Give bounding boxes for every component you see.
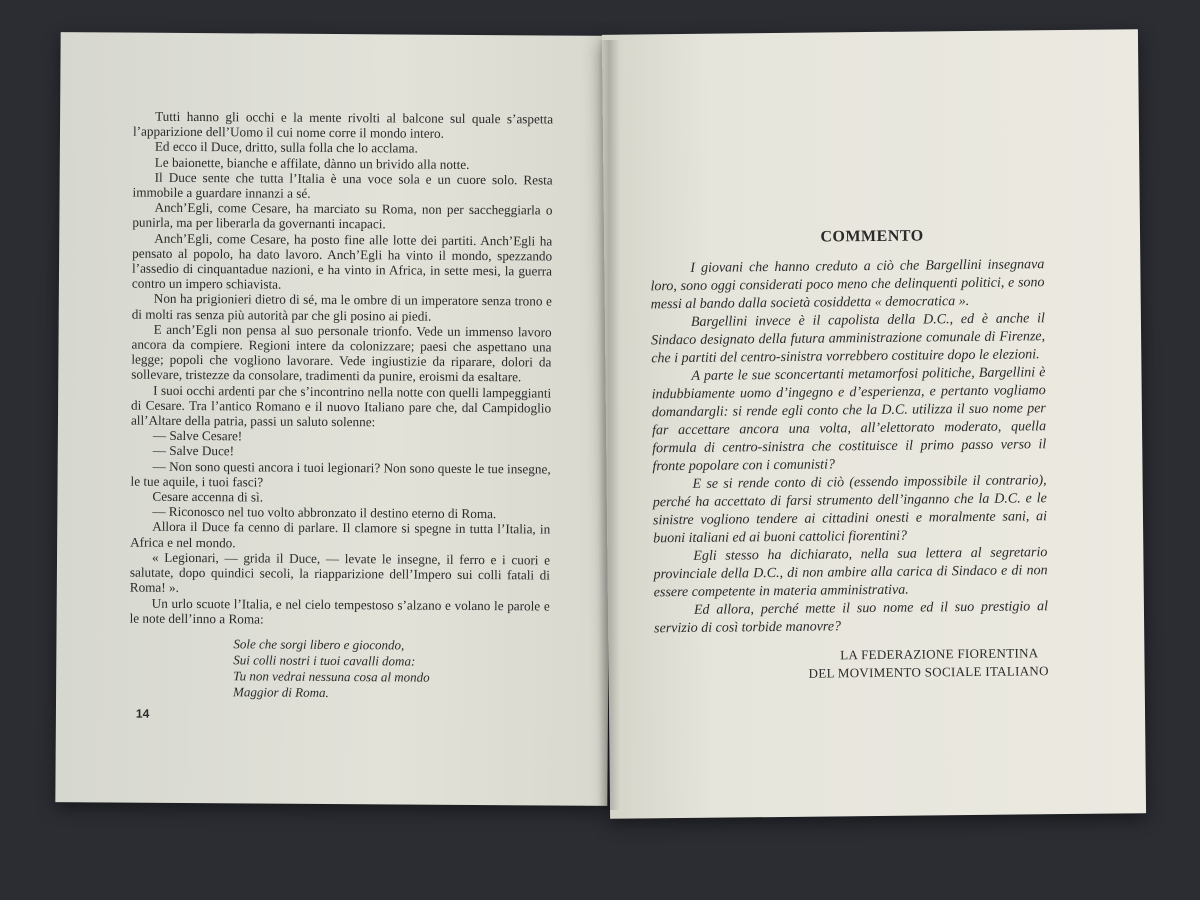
- right-page-body: [650, 256, 1048, 638]
- poem-line: Sui colli nostri i tuoi cavalli doma:: [233, 652, 416, 669]
- signature-block: [808, 644, 1049, 682]
- paragraph: — Salve Cesare!: [152, 428, 243, 444]
- left-page: [55, 32, 612, 806]
- paragraph: Ed ecco il Duce, dritto, sulla folla che lo acclama.: [154, 139, 418, 156]
- paragraph: Le baionette, bianche e affilate, dànno un brivido alla notte.: [154, 154, 470, 172]
- paragraph: — Riconosco nel tuo volto abbronzato il destino eterno di Roma.: [152, 504, 497, 522]
- paragraph: Tutti hanno gli occhi e la mente rivolti al balcone sul quale s’aspetta l’apparizione dell’Uomo il cui nome corre il mondo intero.: [132, 108, 554, 141]
- paragraph: E anch’Egli non pensa al suo personale trionfo. Vede un immenso lavoro ancora da compiere. Regioni intere da colonizzare; paesi che aspettano una legge; popoli che vogliono lavorare. Vede ingiustizie da riparare, dolori da sollevare, tristezze da consolare, tradimenti da punire, eroismi da esaltare.: [131, 321, 552, 385]
- paragraph: — Salve Duce!: [152, 443, 235, 459]
- paragraph: A parte le sue sconcertanti metamorfosi politiche, Bargellini è indubbiamente uomo d’ingegno e d’esperienza, e pertanto vogliamo domandargli: si rende egli conto che la D.C. utilizza il suo nome per far accettare ancora una volta, all’elettorato moderato, quella formula di centro-sinistra che costituisce il primo passo verso il fronte popolare con i comunisti?: [651, 365, 1047, 475]
- paragraph: Allora il Duce fa cenno di parlare. Il clamore si spegne in tutta l’Italia, in Africa e nel mondo.: [130, 519, 551, 551]
- right-page: [602, 29, 1146, 819]
- poem-line: Maggior di Roma.: [233, 684, 329, 700]
- paragraph: Anch’Egli, come Cesare, ha posto fine alle lotte dei partiti. Anch’Egli ha pensato al popolo, ha dato lavoro. Anch’Egli ha vinto il mondo, spezzando l’assedio di cinquantadue nazioni, e ha vinto in Africa, in sette mesi, la guerra contro un impero schiavista.: [131, 230, 553, 292]
- paragraph: — Non sono questi ancora i tuoi legionari? Non sono queste le tue insegne, le tue aquile, i tuoi fasci?: [130, 458, 551, 490]
- poem-line: Sole che sorgi libero e giocondo,: [233, 636, 405, 653]
- paragraph: Bargellini invece è il capolista della D.C., ed è anche il Sindaco designato della futura amministrazione comunale di Firenze, che i partiti del centro-sinistra vorrebbero costituire dopo le elezioni.: [651, 311, 1046, 367]
- left-page-body: [129, 109, 553, 703]
- paragraph: I giovani che hanno creduto a ciò che Bargellini insegnava loro, sono oggi considerati poco meno che delinquenti politici, e sono messi al bando dalla società cosiddetta « democratica ».: [650, 257, 1045, 313]
- paragraph: « Legionari, — grida il Duce, — levate le insegne, il ferro e i cuori e salutate, dopo quindici secoli, la riapparizione dell’Impero sui colli fatali di Roma! ».: [129, 549, 551, 596]
- paragraph: Anch’Egli, come Cesare, ha marciato su Roma, non per saccheggiarla o punirla, ma per liberarla da governanti incapaci.: [132, 199, 553, 232]
- paragraph: Ed allora, perché mette il suo nome ed il suo prestigio al servizio di così torbide manovre?: [654, 599, 1049, 637]
- section-title: COMMENTO: [820, 227, 924, 246]
- paragraph: Egli stesso ha dichiarato, nella sua lettera al segretario provinciale della D.C., di non ambire alla carica di Sindaco e di non essere competente in materia amministrativa.: [653, 545, 1048, 601]
- paragraph: I suoi occhi ardenti par che s’incontrino nella notte con quelli lampeggianti di Cesare. Tra l’antico Romano e il nuovo Italiano pare che, dal Campidoglio all’Altare della patria, passi un saluto solenne:: [130, 382, 552, 430]
- paragraph: E se si rende conto di ciò (essendo impossibile il contrario), perché ha accettato di farsi strumento dell’inganno che la D.C. e le sinistre vogliono tendere ai cittadini onesti e moralmente sani, ai buoni italiani ed ai buoni cattolici fiorentini?: [652, 473, 1048, 547]
- paragraph: Non ha prigionieri dietro di sé, ma le ombre di un imperatore senza trono e di molti ras senza più autorità par che gli posino ai piedi.: [131, 291, 552, 324]
- paragraph: Un urlo scuote l’Italia, e nel cielo tempestoso s’alzano e volano le parole e le note dell’inno a Roma:: [129, 595, 550, 627]
- signature-line: DEL MOVIMENTO SOCIALE ITALIANO: [808, 663, 1049, 681]
- page-number: 14: [135, 706, 150, 721]
- book-gutter: [598, 40, 620, 810]
- signature-line: LA FEDERAZIONE FIORENTINA: [840, 645, 1039, 663]
- poem-verse: [233, 636, 549, 702]
- paragraph: Il Duce sente che tutta l’Italia è una voce sola e un cuore solo. Resta immobile a guardare innanzi a sé.: [132, 169, 553, 201]
- paragraph: Cesare accenna di sì.: [152, 488, 264, 505]
- poem-line: Tu non vedrai nessuna cosa al mondo: [233, 668, 430, 685]
